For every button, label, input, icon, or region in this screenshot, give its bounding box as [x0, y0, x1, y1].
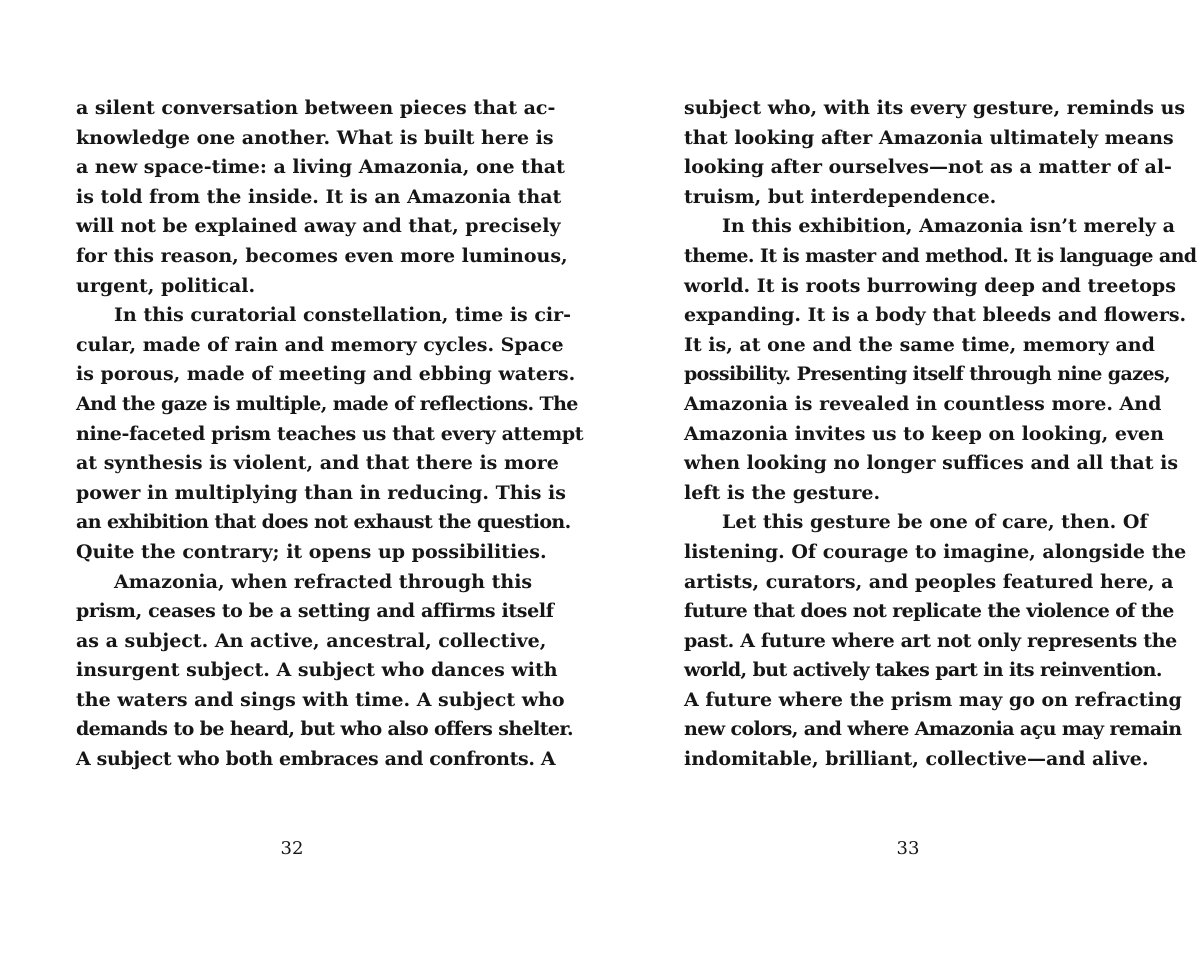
text-line: prism, ceases to be a setting and affirms itself: [76, 600, 554, 623]
text-line: is porous, made of meeting and ebbing waters.: [76, 363, 576, 386]
text-line: A future where the prism may go on refracting: [684, 688, 1182, 711]
text-line: an exhibition that does not exhaust the question.: [76, 511, 571, 534]
text-line: when looking no longer suffices and all that is: [684, 452, 1179, 475]
text-line: Amazonia is revealed in countless more. And: [684, 392, 1162, 415]
text-line: that looking after Amazonia ultimately means: [684, 126, 1174, 149]
text-line: world. It is roots burrowing deep and treetops: [684, 274, 1176, 297]
text-line: A subject who both embraces and confronts. A: [76, 748, 556, 771]
text-line: demands to be heard, but who also offers shelter.: [76, 718, 574, 741]
text-line: knowledge one another. What is built here is: [76, 126, 554, 149]
left-page-text: [76, 94, 584, 775]
text-line: indomitable, brilliant, collective—and alive.: [684, 748, 1149, 771]
text-line: subject who, with its every gesture, reminds us: [684, 97, 1186, 119]
paragraph-first-line: In this exhibition, Amazonia isn’t merely a: [722, 215, 1175, 238]
text-line: urgent, political.: [76, 274, 256, 297]
text-line: looking after ourselves—not as a matter of al-: [684, 156, 1172, 179]
text-line: as a subject. An active, ancestral, collective,: [76, 629, 547, 652]
right-page: [600, 0, 1200, 966]
text-line: truism, but interdependence.: [684, 185, 997, 208]
text-line: nine-faceted prism teaches us that every attempt: [76, 422, 584, 445]
page-number: 32: [280, 838, 304, 859]
text-line: will not be explained away and that, precisely: [76, 215, 561, 238]
text-line: at synthesis is violent, and that there is more: [76, 452, 559, 475]
right-page-text: [684, 94, 1197, 775]
paragraph-first-line: Let this gesture be one of care, then. Of: [722, 511, 1148, 534]
text-line: a silent conversation between pieces that ac-: [76, 97, 556, 119]
text-line: And the gaze is multiple, made of reflections. The: [76, 392, 578, 415]
text-line: world, but actively takes part in its reinvention.: [684, 659, 1162, 682]
paragraph-first-line: Amazonia, when refracted through this: [114, 570, 533, 593]
text-line: power in multiplying than in reducing. This is: [76, 481, 566, 504]
text-line: for this reason, becomes even more luminous,: [76, 244, 568, 267]
text-line: possibility. Presenting itself through nine gazes,: [684, 363, 1170, 386]
text-line: past. A future where art not only represents the: [684, 629, 1177, 652]
text-line: It is, at one and the same time, memory and: [684, 333, 1155, 356]
text-line: new colors, and where Amazonia açu may remain: [684, 718, 1182, 741]
text-line: Quite the contrary; it opens up possibilities.: [76, 540, 547, 563]
page-number: 33: [896, 838, 920, 859]
text-line: expanding. It is a body that bleeds and flowers.: [684, 304, 1187, 327]
text-line: is told from the inside. It is an Amazonia that: [76, 185, 562, 208]
text-line: Amazonia invites us to keep on looking, even: [684, 422, 1164, 445]
text-line: future that does not replicate the violence of the: [684, 600, 1174, 623]
text-line: theme. It is master and method. It is language and: [684, 244, 1197, 267]
text-line: a new space-time: a living Amazonia, one that: [76, 156, 565, 179]
text-line: listening. Of courage to imagine, alongside the: [684, 540, 1187, 563]
text-line: cular, made of rain and memory cycles. Space: [76, 333, 564, 356]
text-line: the waters and sings with time. A subject who: [76, 688, 565, 711]
text-line: insurgent subject. A subject who dances with: [76, 659, 558, 682]
text-line: left is the gesture.: [684, 481, 881, 504]
text-line: artists, curators, and peoples featured here, a: [684, 570, 1174, 593]
paragraph-first-line: In this curatorial constellation, time is cir-: [114, 304, 572, 327]
